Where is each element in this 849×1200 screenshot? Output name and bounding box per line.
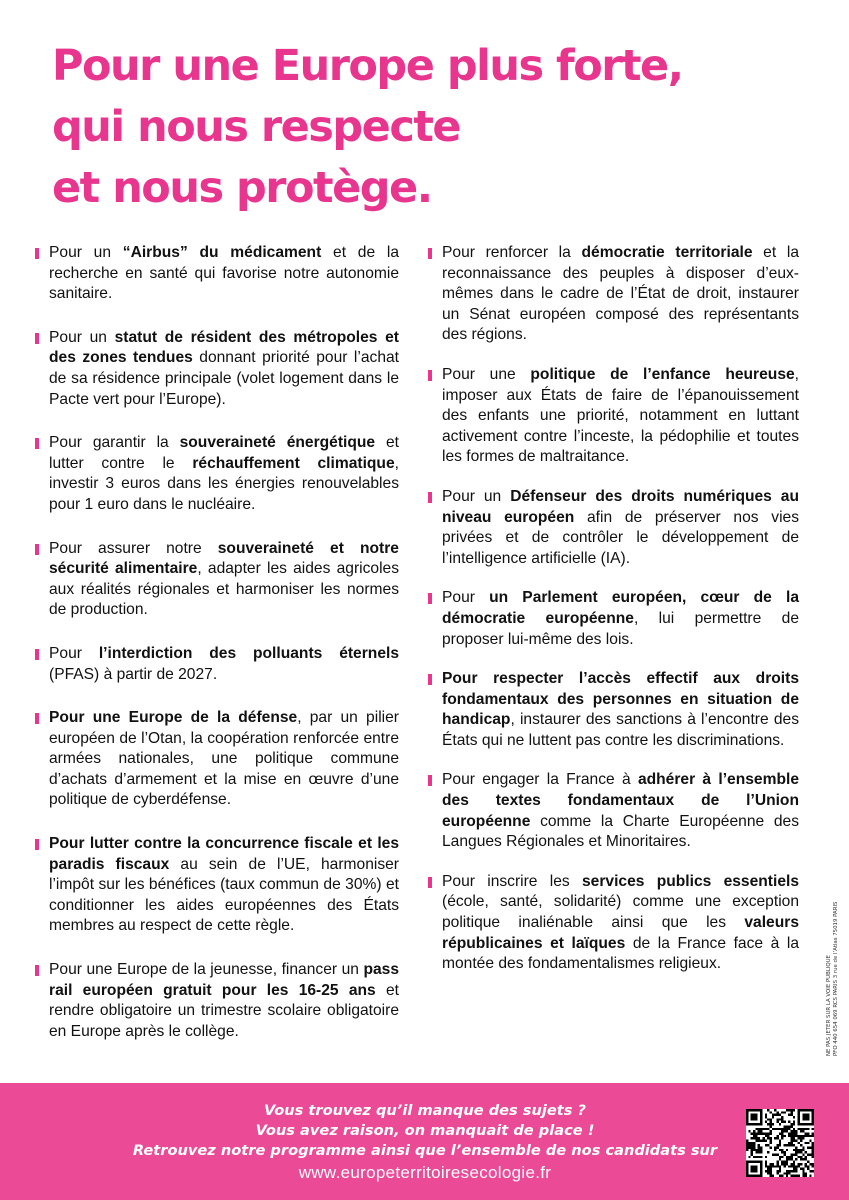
bullet-highlight: souveraineté énergétique [179,434,376,452]
bullet-text: Pour une [442,365,531,383]
bullet-text: comme la Charte Européenne des Langues Régionales et Minoritaires. [442,812,799,851]
bullet-item [35,433,399,515]
bullet-text: Pour un [49,328,115,346]
bullet-item [428,770,799,852]
qr-code-icon[interactable] [746,1109,814,1177]
bullet-text: (PFAS) à partir de 2027. [49,665,218,683]
bullet-highlight: l’interdiction des polluants éternels [98,644,400,662]
bullet-highlight: un Parlement européen, cœur de la démocratie européenne [442,589,799,627]
footer-banner [0,1083,849,1200]
bullet-highlight: souveraineté et notre sécurité alimentaire [49,539,399,578]
bullet-text: Pour garantir la [49,434,180,452]
bullet-text: et la reconnaissance des peuples à disposer d’eux-mêmes dans le cadre de l’État de droit, instaurer un Sénat européen composé des représentants des régions. [442,244,799,344]
bullet-highlight: Défenseur des droits numériques au niveau européen [442,487,799,526]
bullet-highlight: réchauffement climatique [192,454,395,472]
bullet-text: , par un pilier européen de l’Otan, la coopération renforcée entre armées nationales, une politique commune d’achats d’armement et la mise en œuvre d’une politique de cyberdéfense. [49,709,399,809]
bullet-highlight: politique de l’enfance heureuse [530,365,795,383]
legal-line-1: NE PAS JETER SUR LA VOIE PUBLIQUE [826,954,832,1056]
bullet-highlight: adhérer à l’ensemble des textes fondamentaux de l’Union européenne [442,771,799,830]
bullet-item [35,960,399,1042]
legal-line-2: PFO 440 654 069 RCS PARIS 3 rue de l’Atlas 75019 PARIS [833,901,839,1056]
footer-text [80,1101,770,1184]
bullet-text: afin de préserver nos vies privées et de contrôler le développement de l’intelligence artificielle (IA). [442,508,800,567]
title-line-3: et nous protège. [52,163,432,213]
bullet-text: , instaurer des sanctions à l’encontre des États qui ne luttent pas contre les discriminations. [442,711,799,749]
bullet-item [428,588,799,650]
bullet-text: au sein de l’UE, harmoniser l’impôt sur les bénéfices (taux commun de 30%) et conditionner les aides européennes des États membres au respect de cette règle. [49,855,399,935]
bullet-item [428,365,799,468]
bullet-text: , adapter les aides agricoles aux réalités régionales et harmoniser les normes de production. [49,560,400,619]
title-line-2: qui nous respecte [52,102,461,152]
footer-line-2: Vous avez raison, on manquait de place ! [255,1122,595,1139]
bullet-text: Pour renforcer la [442,244,582,261]
bullet-item [428,487,799,569]
bullet-text: Pour un [49,244,123,261]
footer-line-1: Vous trouvez qu’il manque des sujets ? [263,1102,586,1119]
bullet-highlight: Pour lutter contre la concurrence fiscale et les paradis fiscaux [49,835,399,873]
bullet-text: Pour [442,589,490,607]
bullet-item [35,243,399,305]
bullet-text: Pour un [442,487,511,505]
bullet-text: et de la recherche en santé qui favorise notre autonomie sanitaire. [49,244,399,303]
bullet-item [35,834,399,937]
right-column [428,243,799,994]
bullet-text: et rendre obligatoire un trimestre scolaire obligatoire en Europe après le collège. [49,981,399,1040]
bullet-item [35,708,399,811]
bullet-text: Pour une Europe de la jeunesse, financer un [49,961,364,979]
bullet-text: donnant priorité pour l’achat de sa résidence principale (volet logement dans le Pacte vert pour l’Europe). [49,349,399,408]
bullet-text: , lui permettre de proposer lui-même des lois. [442,609,799,648]
bullet-item [428,669,799,751]
bullet-text: de la France face à la montée des fondamentalismes religieux. [442,934,800,973]
bullet-highlight: services publics essentiels [581,872,799,890]
bullet-text: Pour [49,644,99,662]
bullet-highlight: “Airbus” du médicament [122,244,322,261]
bullet-text: Pour inscrire les [442,872,582,890]
left-column [35,243,399,1065]
bullet-text: Pour engager la France à [442,771,638,789]
bullet-item [428,243,799,346]
bullet-highlight: Pour une Europe de la défense [49,709,298,727]
title-line-1: Pour une Europe plus forte, [52,41,683,91]
legal-mention [818,868,840,1056]
bullet-text: et lutter contre le [49,434,399,472]
website-link[interactable]: www.europeterritoiresecologie.fr [298,1163,552,1182]
bullet-highlight: valeurs républicaines et laïques [442,914,799,952]
bullet-text: (école, santé, solidarité) comme une exception politique inaliénable ainsi que les [442,893,799,932]
bullet-text: Pour assurer notre [49,539,218,557]
bullet-highlight: statut de résident des métropoles et des zones tendues [49,328,399,367]
bullet-item [428,872,799,975]
bullet-text: , imposer aux États de faire de l’épanouissement des enfants une priorité, notamment en luttant activement contre l’inceste, la pédophilie et toutes les formes de maltraitance. [442,365,800,466]
bullet-item [35,644,399,685]
bullet-highlight: pass rail européen gratuit pour les 16-25 ans [49,961,399,999]
bullet-text: , investir 3 euros dans les énergies renouvelables pour 1 euro dans le nucléaire. [49,454,399,513]
bullet-item [35,539,399,621]
bullet-highlight: démocratie territoriale [581,244,753,261]
bullet-highlight: Pour respecter l’accès effectif aux droits fondamentaux des personnes en situation de handicap [442,670,799,729]
page-title [52,36,812,219]
bullet-item [35,328,399,410]
footer-line-3: Retrouvez notre programme ainsi que l’ensemble de nos candidats sur [132,1142,718,1159]
